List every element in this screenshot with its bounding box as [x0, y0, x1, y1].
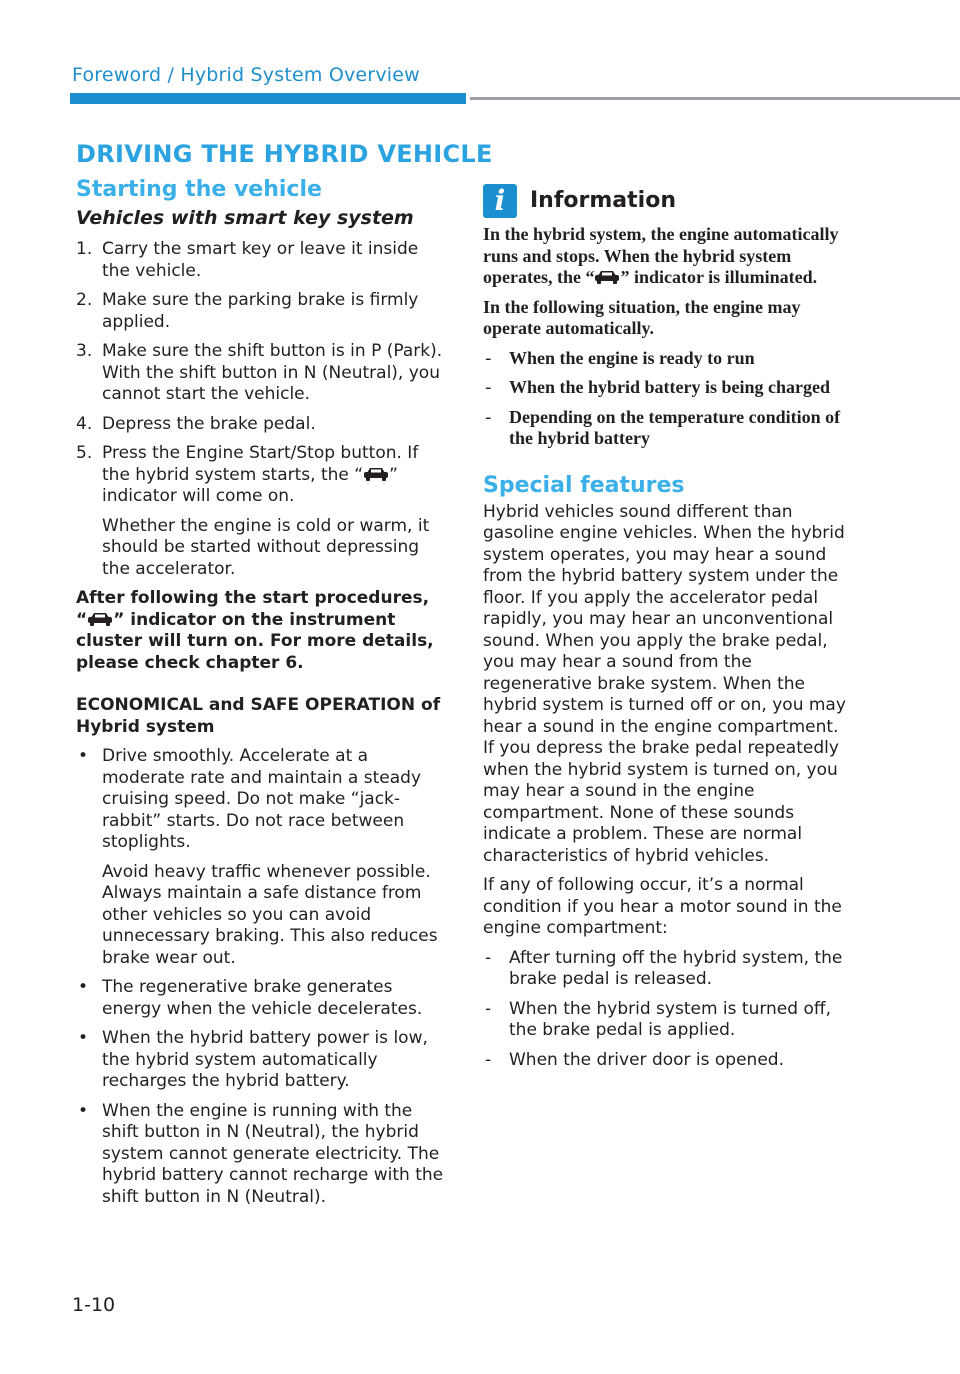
list-item: - After turning off the hybrid system, the brake pedal is released.	[485, 947, 843, 989]
list-item: • When the hybrid battery power is low, the hybrid system automatically recharges the hybrid battery.	[78, 1028, 428, 1091]
step-item: 5. Press the Engine Start/Stop button. If the hybrid system starts, the “ ” indicator will come on. Whether the engine is cold or warm, it should be started without depressing the accelerator.	[76, 443, 446, 580]
list-item: • Drive smoothly. Accelerate at a moderate rate and maintain a steady cruising speed. Do not make “jack-rabbit” starts. Do not race between stoplights. Avoid heavy traffic whenever possible. Always maintain a safe distance from other vehicles so you can avoid unnecessary braking. This also reduces brake wear out.	[76, 746, 446, 969]
special-para: If any of following occur, it’s a normal condition if you hear a motor sound in the engine compartment:	[483, 875, 842, 938]
economical-list	[76, 746, 446, 1208]
section-title: DRIVING THE HYBRID VEHICLE	[76, 140, 493, 168]
special-title: Special features	[483, 472, 685, 498]
information-icon: i	[483, 184, 517, 218]
economical-title: ECONOMICAL and SAFE OPERATION of Hybrid system	[76, 695, 441, 737]
list-item: - Depending on the temperature condition of the hybrid battery	[485, 406, 841, 448]
right-column	[483, 184, 853, 1079]
page-number: 1-10	[72, 1294, 116, 1316]
breadcrumb: Foreword / Hybrid System Overview	[72, 64, 420, 86]
step-item: 3. Make sure the shift button is in P (Park). With the shift button in N (Neutral), you cannot start the vehicle.	[76, 341, 443, 404]
special-para: Hybrid vehicles sound different than gasoline engine vehicles. When the hybrid system operates, you may hear a sound from the hybrid battery system under the floor. If you apply the accelerator pedal rapidly, you may hear an unconventional sound. When you apply the brake pedal, you may hear a sound from the regenerative brake system. When the hybrid system is turned off or on, you may hear a sound in the engine compartment. If you depress the brake pedal repeatedly when the hybrid system is turned on, you may hear a sound in the engine compartment. None of these sounds indicate a problem. These are normal characteristics of hybrid vehicles.	[483, 501, 846, 866]
starting-subtitle: Vehicles with smart key system	[76, 207, 414, 229]
information-title: Information	[530, 188, 676, 214]
hybrid-ready-icon	[594, 269, 620, 285]
special-list	[483, 948, 853, 1072]
list-item: - When the driver door is opened.	[485, 1049, 784, 1070]
bullet1-subtext: Avoid heavy traffic whenever possible. Always maintain a safe distance from other vehicles so you can avoid unnecessary braking. This also reduces brake wear out.	[102, 861, 438, 968]
information-para: In the following situation, the engine may operate automatically.	[483, 296, 801, 338]
special-features	[483, 472, 853, 1072]
step-item: 2. Make sure the parking brake is firmly applied.	[76, 290, 419, 332]
information-list	[483, 348, 853, 450]
list-item: • The regenerative brake generates energy when the vehicle decelerates.	[78, 977, 423, 1019]
list-item: • When the engine is running with the shift button in N (Neutral), the hybrid system cannot generate electricity. The hybrid battery cannot recharge with the shift button in N (Neutral).	[78, 1100, 444, 1207]
step5-subtext: Whether the engine is cold or warm, it should be started without depressing the accelerator.	[102, 515, 430, 579]
step-item: 4. Depress the brake pedal.	[76, 413, 316, 434]
left-column	[76, 176, 446, 1216]
list-item: - When the hybrid battery is being charged	[485, 377, 831, 398]
start-note: After following the start procedures, “ ” indicator on the instrument cluster will turn on. For more details, please check chapter 6.	[76, 588, 434, 673]
starting-title: Starting the vehicle	[76, 177, 322, 202]
information-header	[483, 184, 853, 218]
header-rule-accent	[70, 93, 466, 104]
step-item: 1. Carry the smart key or leave it inside the vehicle.	[76, 239, 419, 281]
list-item: - When the hybrid system is turned off, the brake pedal is applied.	[485, 998, 831, 1040]
hybrid-ready-icon	[363, 466, 389, 482]
hybrid-ready-icon	[87, 611, 113, 627]
list-item: - When the engine is ready to run	[485, 347, 755, 369]
information-para: In the hybrid system, the engine automatically runs and stops. When the hybrid system operates, the “ ” indicator is illuminated.	[483, 224, 839, 287]
header-rule-gray	[470, 97, 960, 100]
start-steps	[76, 239, 446, 580]
information-box	[483, 224, 853, 450]
